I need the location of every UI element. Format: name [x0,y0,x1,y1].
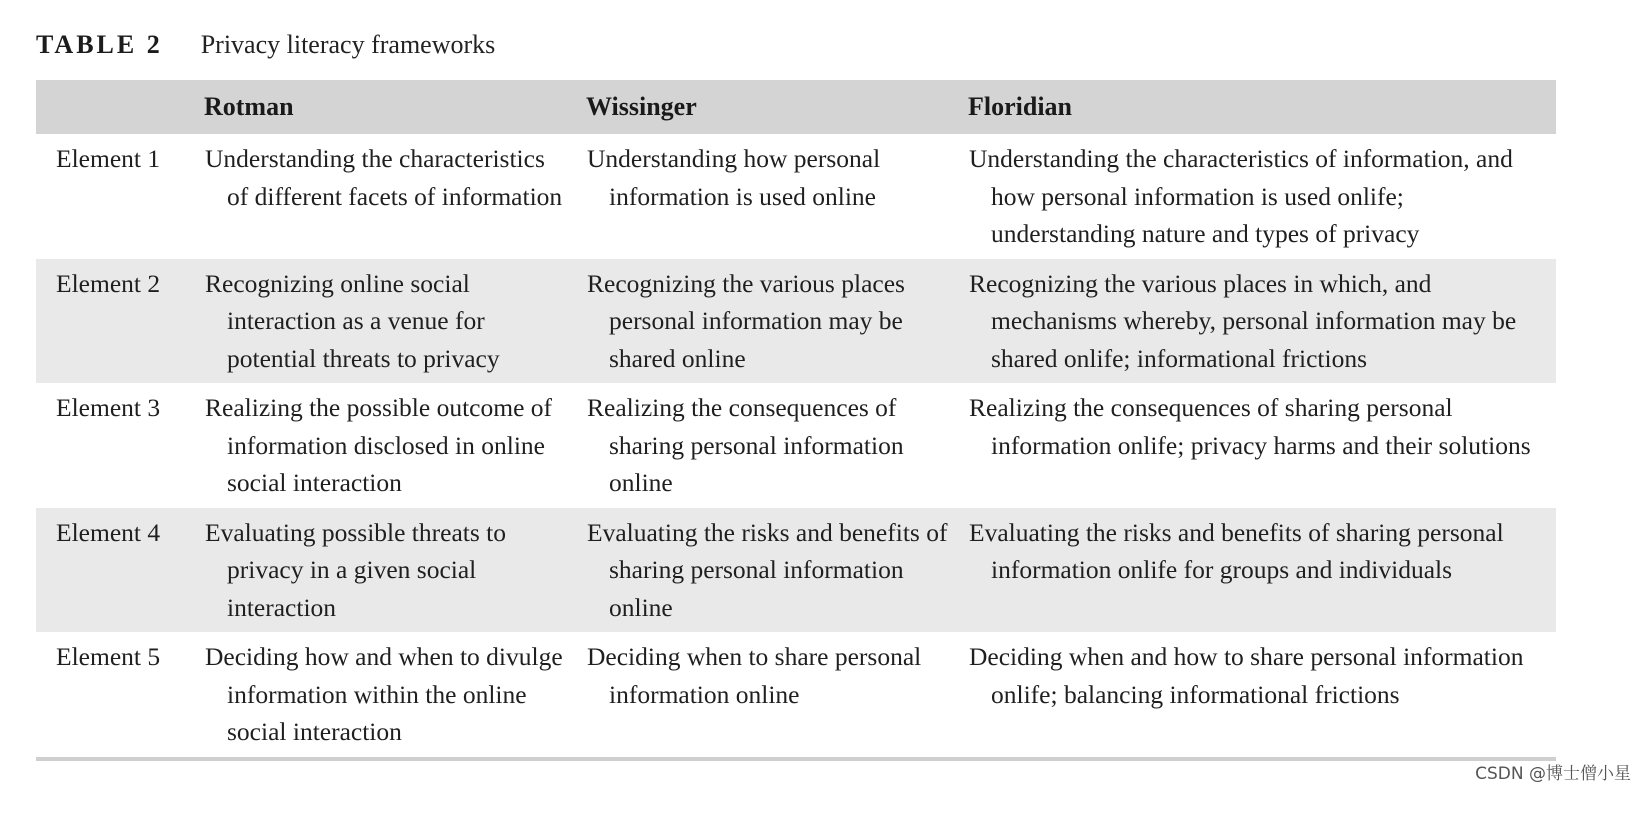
rotman-cell: Evaluating possible threats to privacy in a given social interaction [205,517,506,622]
header-cell-empty [36,80,204,134]
row-label: Element 1 [56,144,161,173]
floridian-cell: Evaluating the risks and benefits of sharing personal information onlife for groups and individuals [969,517,1504,584]
table-title: Privacy literacy frameworks [200,30,496,59]
wissinger-cell: Recognizing the various places personal information may be shared online [587,268,905,373]
csdn-watermark: CSDN @博士僧小星 [1475,764,1631,784]
table-row [36,259,1556,384]
wissinger-cell: Evaluating the risks and benefits of sharing personal information online [587,517,948,622]
table-row [36,134,1556,259]
header-cell-floridian: Floridian [968,92,1073,122]
wissinger-cell: Understanding how personal information is used online [587,144,881,211]
row-label: Element 4 [56,517,161,547]
table-row [36,508,1556,633]
rotman-cell: Deciding how and when to divulge information within the online social interaction [205,642,563,746]
table-caption [36,30,495,64]
table-row [36,383,1556,508]
header-cell-rotman: Rotman [204,92,294,122]
floridian-cell: Realizing the consequences of sharing personal information onlife; privacy harms and their solutions [969,393,1531,460]
rotman-cell: Understanding the characteristics of different facets of information [205,144,563,211]
wissinger-cell: Deciding when to share personal information online [587,642,922,709]
rotman-cell: Recognizing online social interaction as a venue for potential threats to privacy [205,268,500,373]
rotman-cell: Realizing the possible outcome of information disclosed in online social interaction [205,393,553,497]
floridian-cell: Deciding when and how to share personal information onlife; balancing informational frictions [969,642,1524,709]
wissinger-cell: Realizing the consequences of sharing personal information online [587,393,904,497]
table-number: TABLE 2 [36,30,163,59]
header-cell-wissinger: Wissinger [586,92,697,122]
row-label: Element 3 [56,393,161,422]
row-label: Element 2 [56,268,161,298]
header-row [36,80,1556,134]
floridian-cell: Recognizing the various places in which, and mechanisms whereby, personal information may be shared onlife; informational frictions [969,268,1517,373]
floridian-cell: Understanding the characteristics of information, and how personal information is used onlife; understanding nature and types of privacy [969,144,1513,248]
privacy-literacy-table [36,80,1556,761]
table-row [36,632,1556,759]
row-label: Element 5 [36,632,204,759]
